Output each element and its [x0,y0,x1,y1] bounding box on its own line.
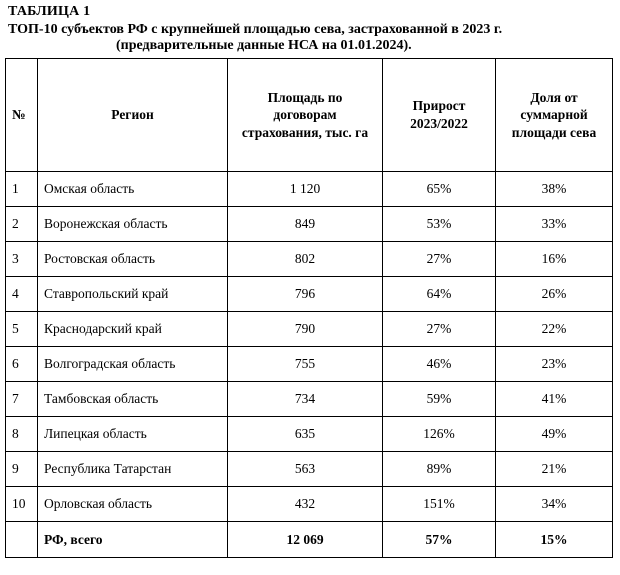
cell-growth: 126% [383,417,496,452]
cell-area: 802 [228,242,383,277]
cell-region-total: РФ, всего [38,522,228,558]
cell-num: 4 [6,277,38,312]
cell-num: 1 [6,172,38,207]
table-row [6,242,613,277]
cell-num [6,522,38,558]
header-region: Регион [38,59,228,172]
table-row [6,452,613,487]
cell-growth: 27% [383,242,496,277]
cell-share: 21% [496,452,613,487]
header-share: Доля от суммарной площади сева [496,59,613,172]
cell-growth: 46% [383,347,496,382]
table-row [6,347,613,382]
cell-region: Липецкая область [38,417,228,452]
cell-num: 2 [6,207,38,242]
cell-growth: 89% [383,452,496,487]
cell-growth: 59% [383,382,496,417]
top10-regions-table [5,58,613,558]
table-row [6,172,613,207]
cell-share-total: 15% [496,522,613,558]
cell-growth: 151% [383,487,496,522]
cell-num: 7 [6,382,38,417]
cell-share: 41% [496,382,613,417]
cell-share: 33% [496,207,613,242]
cell-share: 38% [496,172,613,207]
cell-share: 16% [496,242,613,277]
cell-num: 5 [6,312,38,347]
table-row [6,382,613,417]
table-total-row [6,522,613,558]
table-title: ТОП-10 субъектов РФ с крупнейшей площадью сева, застрахованной в 2023 г. [8,22,503,37]
cell-share: 34% [496,487,613,522]
header-area: Площадь по договорам страхования, тыс. га [228,59,383,172]
table-row [6,417,613,452]
cell-area: 790 [228,312,383,347]
cell-region: Республика Татарстан [38,452,228,487]
cell-area: 849 [228,207,383,242]
cell-region: Воронежская область [38,207,228,242]
table-body [6,172,613,558]
cell-area: 432 [228,487,383,522]
cell-region: Тамбовская область [38,382,228,417]
cell-num: 8 [6,417,38,452]
cell-region: Орловская область [38,487,228,522]
table-row [6,207,613,242]
cell-num: 9 [6,452,38,487]
cell-share: 22% [496,312,613,347]
cell-region: Ростовская область [38,242,228,277]
cell-num: 6 [6,347,38,382]
cell-region: Краснодарский край [38,312,228,347]
table-header-row [6,59,613,172]
cell-area: 635 [228,417,383,452]
cell-area: 1 120 [228,172,383,207]
table-row [6,487,613,522]
header-growth: Прирост 2023/2022 [383,59,496,172]
cell-growth: 53% [383,207,496,242]
cell-area: 796 [228,277,383,312]
table-subtitle: (предварительные данные НСА на 01.01.2024). [116,38,412,53]
cell-num: 10 [6,487,38,522]
cell-area: 563 [228,452,383,487]
table-row [6,277,613,312]
cell-area: 755 [228,347,383,382]
cell-growth: 27% [383,312,496,347]
cell-area: 734 [228,382,383,417]
table-row [6,312,613,347]
table-label: ТАБЛИЦА 1 [8,4,91,19]
cell-region: Волгоградская область [38,347,228,382]
cell-growth-total: 57% [383,522,496,558]
header-num: № [6,59,38,172]
cell-num: 3 [6,242,38,277]
cell-share: 49% [496,417,613,452]
cell-share: 26% [496,277,613,312]
cell-share: 23% [496,347,613,382]
cell-growth: 64% [383,277,496,312]
cell-growth: 65% [383,172,496,207]
cell-area-total: 12 069 [228,522,383,558]
cell-region: Ставропольский край [38,277,228,312]
cell-region: Омская область [38,172,228,207]
